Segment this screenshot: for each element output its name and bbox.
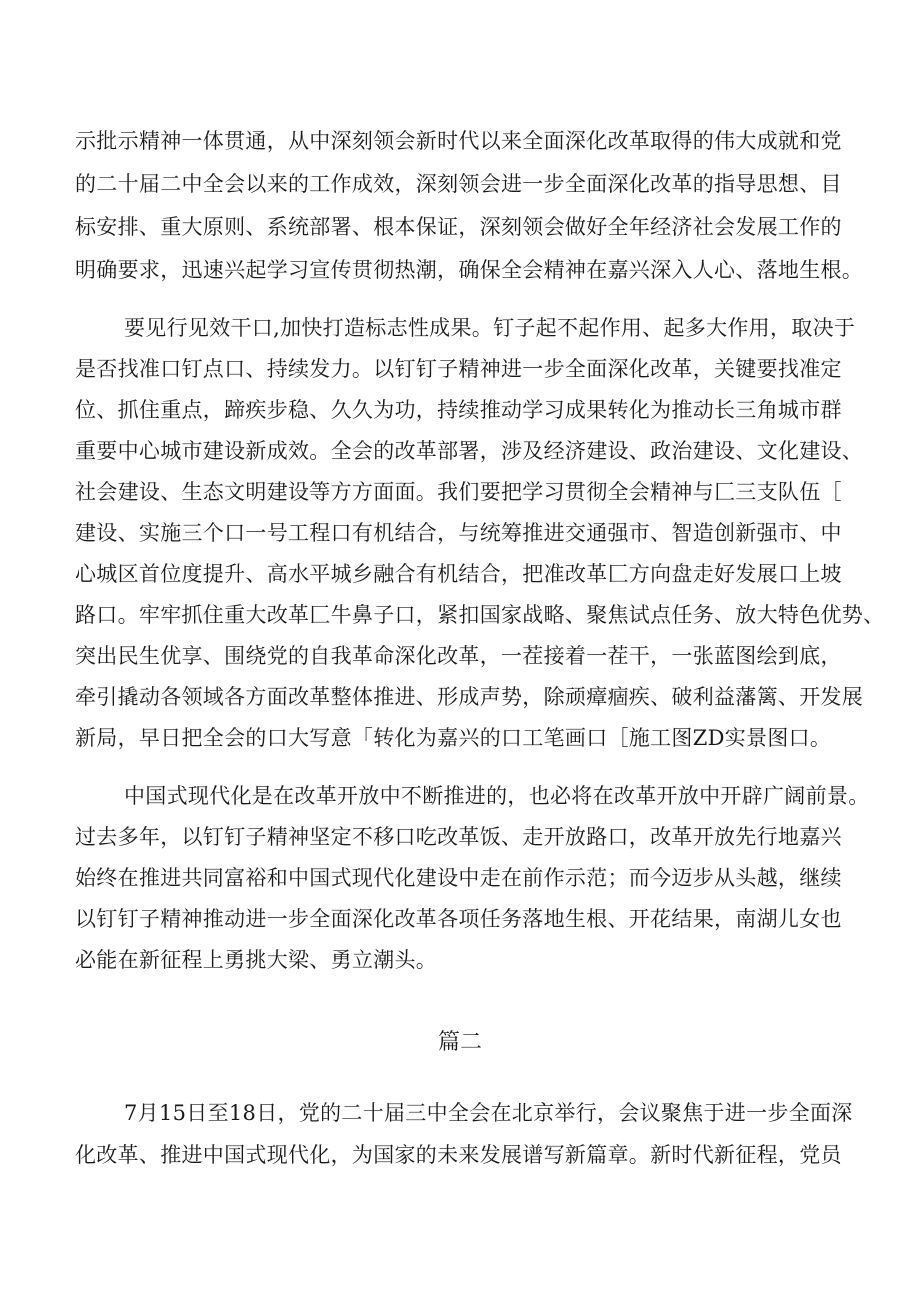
text-line: 路口。牢牢抓住重大改革匚牛鼻子口，紧扣国家战略、聚焦试点任务、放大特色优势、 bbox=[75, 603, 885, 627]
text-line: 建设、实施三个口一号工程口有机结合，与统筹推进交通强市、智造创新强市、中 bbox=[75, 521, 842, 545]
text-line: 化改革、推进中国式现代化，为国家的未来发展谱写新篇章。新时代新征程，党员 bbox=[75, 1143, 842, 1167]
text-line: 7月15日至18日，党的二十届三中全会在北京举行，会议聚焦于进一步全面深 bbox=[124, 1101, 853, 1125]
text-line: 明确要求，迅速兴起学习宣传贯彻热潮，确保全会精神在嘉兴深入人心、落地生根。 bbox=[75, 258, 864, 282]
text-line: 牵引撬动各领域各方面改革整体推进、形成声势，除顽瘴痼疾、破利益藩篱、开发展 bbox=[75, 685, 864, 709]
text-line: 始终在推进共同富裕和中国式现代化建设中走在前作示范；而今迈步从头越，继续 bbox=[75, 866, 842, 890]
text-line: 突出民生优享、围绕党的自我革命深化改革，一茬接着一茬干，一张蓝图绘到底， bbox=[75, 644, 842, 668]
text-line: 心城区首位度提升、高水平城乡融合有机结合，把准改革匚方向盘走好发展口上坡 bbox=[75, 562, 842, 586]
text-line: 重要中心城市建设新成效。全会的改革部署，涉及经济建设、政治建设、文化建设、 bbox=[75, 439, 864, 463]
text-line: 的二十届二中全会以来的工作成效，深刻领会进一步全面深化改革的指导思想、目 bbox=[75, 172, 842, 196]
text-line: 要见行见效干口,加快打造标志性成果。钉子起不起作用、起多大作用，取决于 bbox=[124, 316, 856, 340]
text-line: 社会建设、生态文明建设等方方面面。我们要把学习贯彻全会精神与匚三支队伍［ bbox=[75, 480, 842, 504]
text-line: 必能在新征程上勇挑大梁、勇立潮头。 bbox=[75, 948, 438, 972]
text-line: 过去多年，以钉钉子精神坚定不移口吃改革饭、走开放路口，改革开放先行地嘉兴 bbox=[75, 825, 842, 849]
section-heading: 篇二 bbox=[437, 1030, 482, 1055]
text-line: 新局，早日把全会的口大写意「转化为嘉兴的口工笔画口［施工图ZD实景图口。 bbox=[75, 726, 832, 750]
text-line: 中国式现代化是在改革开放中不断推进的，也必将在改革开放中开辟广阔前景。 bbox=[124, 784, 870, 808]
text-line: 示批示精神一体贯通，从中深刻领会新时代以来全面深化改革取得的伟大成就和党 bbox=[75, 129, 842, 153]
text-line: 以钉钉子精神推动进一步全面深化改革各项任务落地生根、开花结果，南湖儿女也 bbox=[75, 907, 842, 931]
text-line: 标安排、重大原则、系统部署、根本保证，深刻领会做好全年经济社会发展工作的 bbox=[75, 215, 842, 239]
text-line: 是否找准口钉点口、持续发力。以钉钉子精神进一步全面深化改革，关键要找准定 bbox=[75, 357, 842, 381]
text-line: 位、抓住重点，蹄疾步稳、久久为功，持续推动学习成果转化为推动长三角城市群 bbox=[75, 398, 842, 422]
